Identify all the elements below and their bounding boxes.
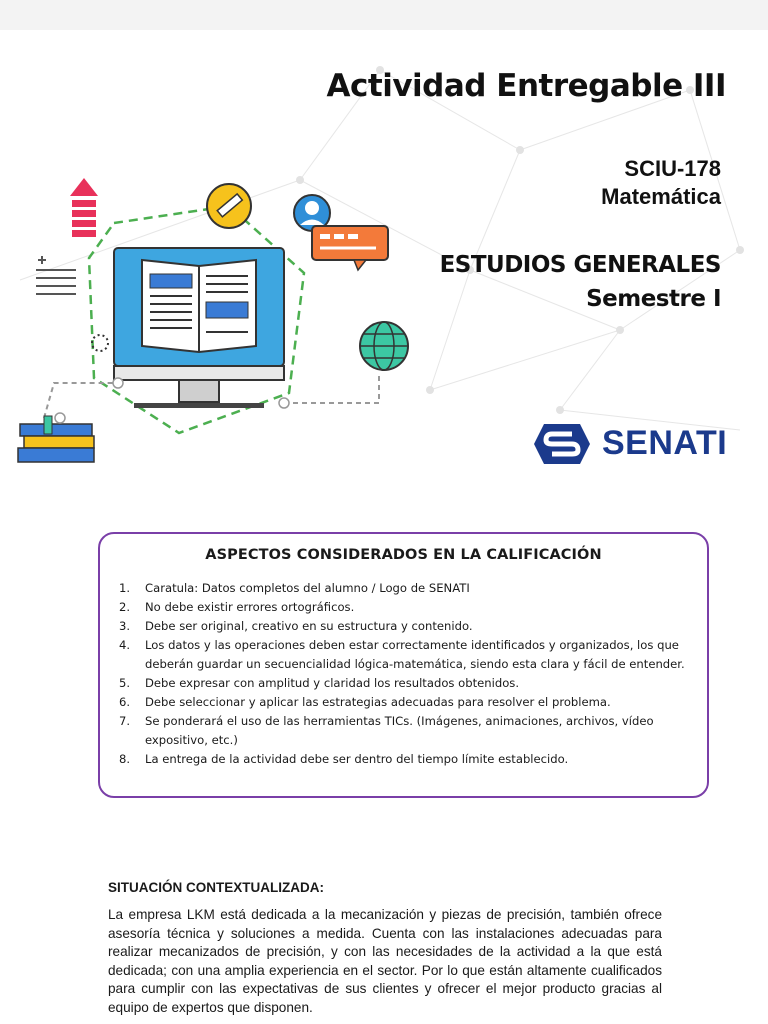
list-item: [119, 636, 693, 674]
pen-icon: [207, 184, 251, 228]
department-info: [440, 248, 721, 316]
document-title: Actividad Entregable III: [326, 68, 726, 104]
item-number: 7.: [119, 714, 131, 728]
chat-bubble-icon: [312, 226, 388, 270]
books-icon: [18, 416, 94, 462]
list-item: [119, 579, 693, 598]
course-name: Matemática: [601, 184, 721, 209]
item-text: Se ponderará el uso de las herramientas TICs. (Imágenes, animaciones, archivos, vídeo expositivo, etc.): [145, 714, 654, 747]
item-number: 6.: [119, 695, 131, 709]
arrow-up-icon: [70, 178, 98, 237]
situation-paragraph: La empresa LKM está dedicada a la mecanización y piezas de precisión, también ofrece asesoría técnica y soluciones a medida. Cuenta con las instalaciones adecuadas para realizar mecanizados de precisión, y con las necesidades de la actividad a la que está dedicada; con una amplia experiencia en el sector. Por lo que están altamente cualificados para cumplir con las expectativas de sus clientes y ofrecer el mejor producto gracias al equipo de expertos que disponen.: [108, 907, 662, 1015]
item-text: No debe existir errores ortográficos.: [145, 600, 355, 614]
senati-logo-text: SENATI: [602, 424, 728, 462]
list-item: [119, 674, 693, 693]
department-name: ESTUDIOS GENERALES: [439, 252, 721, 278]
item-number: 5.: [119, 676, 131, 690]
item-number: 8.: [119, 752, 131, 766]
list-item: [119, 712, 693, 750]
monitor-icon: [114, 248, 284, 408]
item-number: 4.: [119, 638, 131, 652]
item-text: Caratula: Datos completos del alumno / Logo de SENATI: [145, 581, 470, 595]
item-number: 3.: [119, 619, 131, 633]
semester-label: Semestre I: [586, 286, 721, 312]
item-text: Debe ser original, creativo en su estructura y contenido.: [145, 619, 473, 633]
senati-logo: [532, 420, 732, 468]
grading-criteria-box: [98, 532, 709, 798]
criteria-list: [100, 579, 707, 769]
list-item: [119, 693, 693, 712]
list-icon: [36, 256, 76, 294]
item-text: Debe seleccionar y aplicar las estrategias adecuadas para resolver el problema.: [145, 695, 611, 709]
situation-title: SITUACIÓN CONTEXTUALIZADA:: [108, 880, 324, 895]
education-illustration: [14, 178, 414, 468]
loading-icon: [92, 335, 108, 351]
globe-icon: [360, 322, 408, 370]
item-number: 2.: [119, 600, 131, 614]
course-code: SCIU-178: [624, 156, 721, 181]
list-item: [119, 617, 693, 636]
list-item: [119, 750, 693, 769]
list-item: [119, 598, 693, 617]
senati-logo-icon: [532, 420, 592, 468]
item-text: Los datos y las operaciones deben estar correctamente identificados y organizados, los que deberán guardar un secuencialidad lógica-matemática, siendo esta clara y fácil de entender.: [145, 638, 685, 671]
criteria-title: ASPECTOS CONSIDERADOS EN LA CALIFICACIÓN: [205, 547, 602, 563]
course-info: [601, 155, 721, 211]
item-text: Debe expresar con amplitud y claridad los resultados obtenidos.: [145, 676, 520, 690]
top-strip: [0, 0, 768, 30]
item-number: 1.: [119, 581, 131, 595]
item-text: La entrega de la actividad debe ser dentro del tiempo límite establecido.: [145, 752, 569, 766]
